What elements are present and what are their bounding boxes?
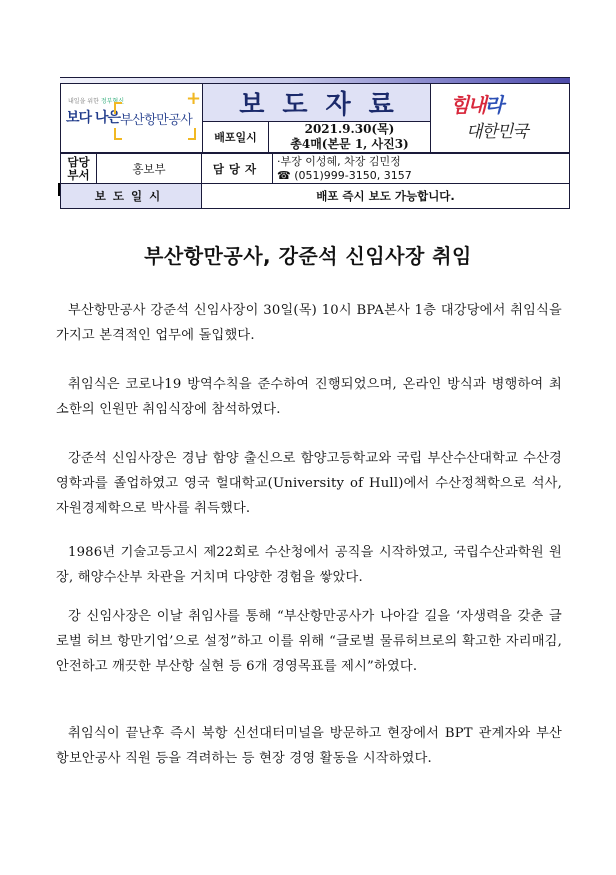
slogan-calligraphy bbox=[440, 87, 560, 149]
distribution-info bbox=[269, 122, 431, 153]
article-paragraph: 취임식은 코로나19 방역수칙을 준수하여 진행되었으며, 온라인 방식과 병행하여 최소한의 인원만 취임식장에 참석하였다. bbox=[56, 377, 562, 417]
logo-tagline: 내일을 위한 정부혁신 bbox=[68, 98, 124, 105]
logo-main-text: 보다 나은 bbox=[66, 110, 120, 126]
dept-value: 홍보부 bbox=[97, 154, 202, 184]
article-paragraph: 강준석 신임사장은 경남 함양 출신으로 함양고등학교와 국립 부산수산대학교 수산경영학과를 졸업하였고 영국 헐대학교(University of Hull)에서 수산정책학으로 석사, 자원경제학으로 박사를 취득했다. bbox=[56, 451, 562, 516]
doc-title: 보도자료 bbox=[239, 90, 412, 120]
contact-person bbox=[273, 154, 570, 184]
dept-label: 담당 부서 bbox=[61, 154, 97, 184]
distribution-pages: 총4매(본문 1, 사진3) bbox=[290, 137, 409, 151]
release-time-value: 배포 즉시 보도 가능합니다. bbox=[202, 184, 570, 209]
busan-port-authority-logo bbox=[64, 88, 202, 146]
press-release-header-table bbox=[60, 83, 570, 153]
person-names: ·부장 이성혜, 차장 김민정 bbox=[277, 154, 401, 168]
article-paragraph: 부산항만공사 강준석 신임사장이 30일(목) 10시 BPA본사 1층 대강당에서 취임식을 가지고 본격적인 업무에 돌입했다. bbox=[56, 303, 562, 343]
distribution-date: 2021.9.30(목) bbox=[304, 122, 395, 136]
person-label: 담당자 bbox=[202, 154, 273, 184]
logo-org-name: 부산항만공사 bbox=[120, 113, 193, 128]
release-time-label: 보도일시 bbox=[61, 184, 202, 209]
phone-icon: ☎ bbox=[277, 168, 291, 182]
article-paragraph: 취임식이 끝난후 즉시 북항 신선대터미널을 방문하고 현장에서 BPT 관계자와 부산항보안공사 직원 등을 격려하는 등 현장 경영 활동을 시작하였다. bbox=[56, 726, 562, 766]
slogan-cell bbox=[431, 84, 570, 153]
article-paragraph: 1986년 기술고등고시 제22회로 수산청에서 공직을 시작하였고, 국립수산과학원 원장, 해양수산부 차관을 거치며 다양한 경험을 쌓았다. bbox=[56, 545, 562, 585]
article-paragraph: 강 신임사장은 이날 취임사를 통해 “부산항만공사가 나아갈 길을 ‘자생력을 갖춘 글로벌 허브 항만기업’으로 설정”하고 이를 위해 “글로벌 물류허브로의 확고한 자리매김, 안전하고 깨끗한 부산항 실현 등 6개 경영목표를 제시”하였다. bbox=[56, 609, 562, 674]
contact-phone: ☎ (051)999-3150, 3157 bbox=[277, 168, 412, 182]
distribution-label: 배포일시 bbox=[203, 122, 269, 153]
article-headline: 부산항만공사, 강준석 신임사장 취임 bbox=[144, 244, 472, 268]
slogan-line1: 힘내라 bbox=[450, 93, 502, 117]
logo-bracket-icon bbox=[114, 128, 122, 140]
org-logo-cell bbox=[61, 84, 203, 153]
logo-bracket-icon bbox=[188, 128, 196, 140]
slogan-line2: 대한민국 bbox=[466, 122, 528, 142]
logo-plus-icon: + bbox=[186, 88, 202, 109]
doc-title-cell bbox=[203, 84, 431, 122]
contact-info-table bbox=[60, 153, 570, 209]
